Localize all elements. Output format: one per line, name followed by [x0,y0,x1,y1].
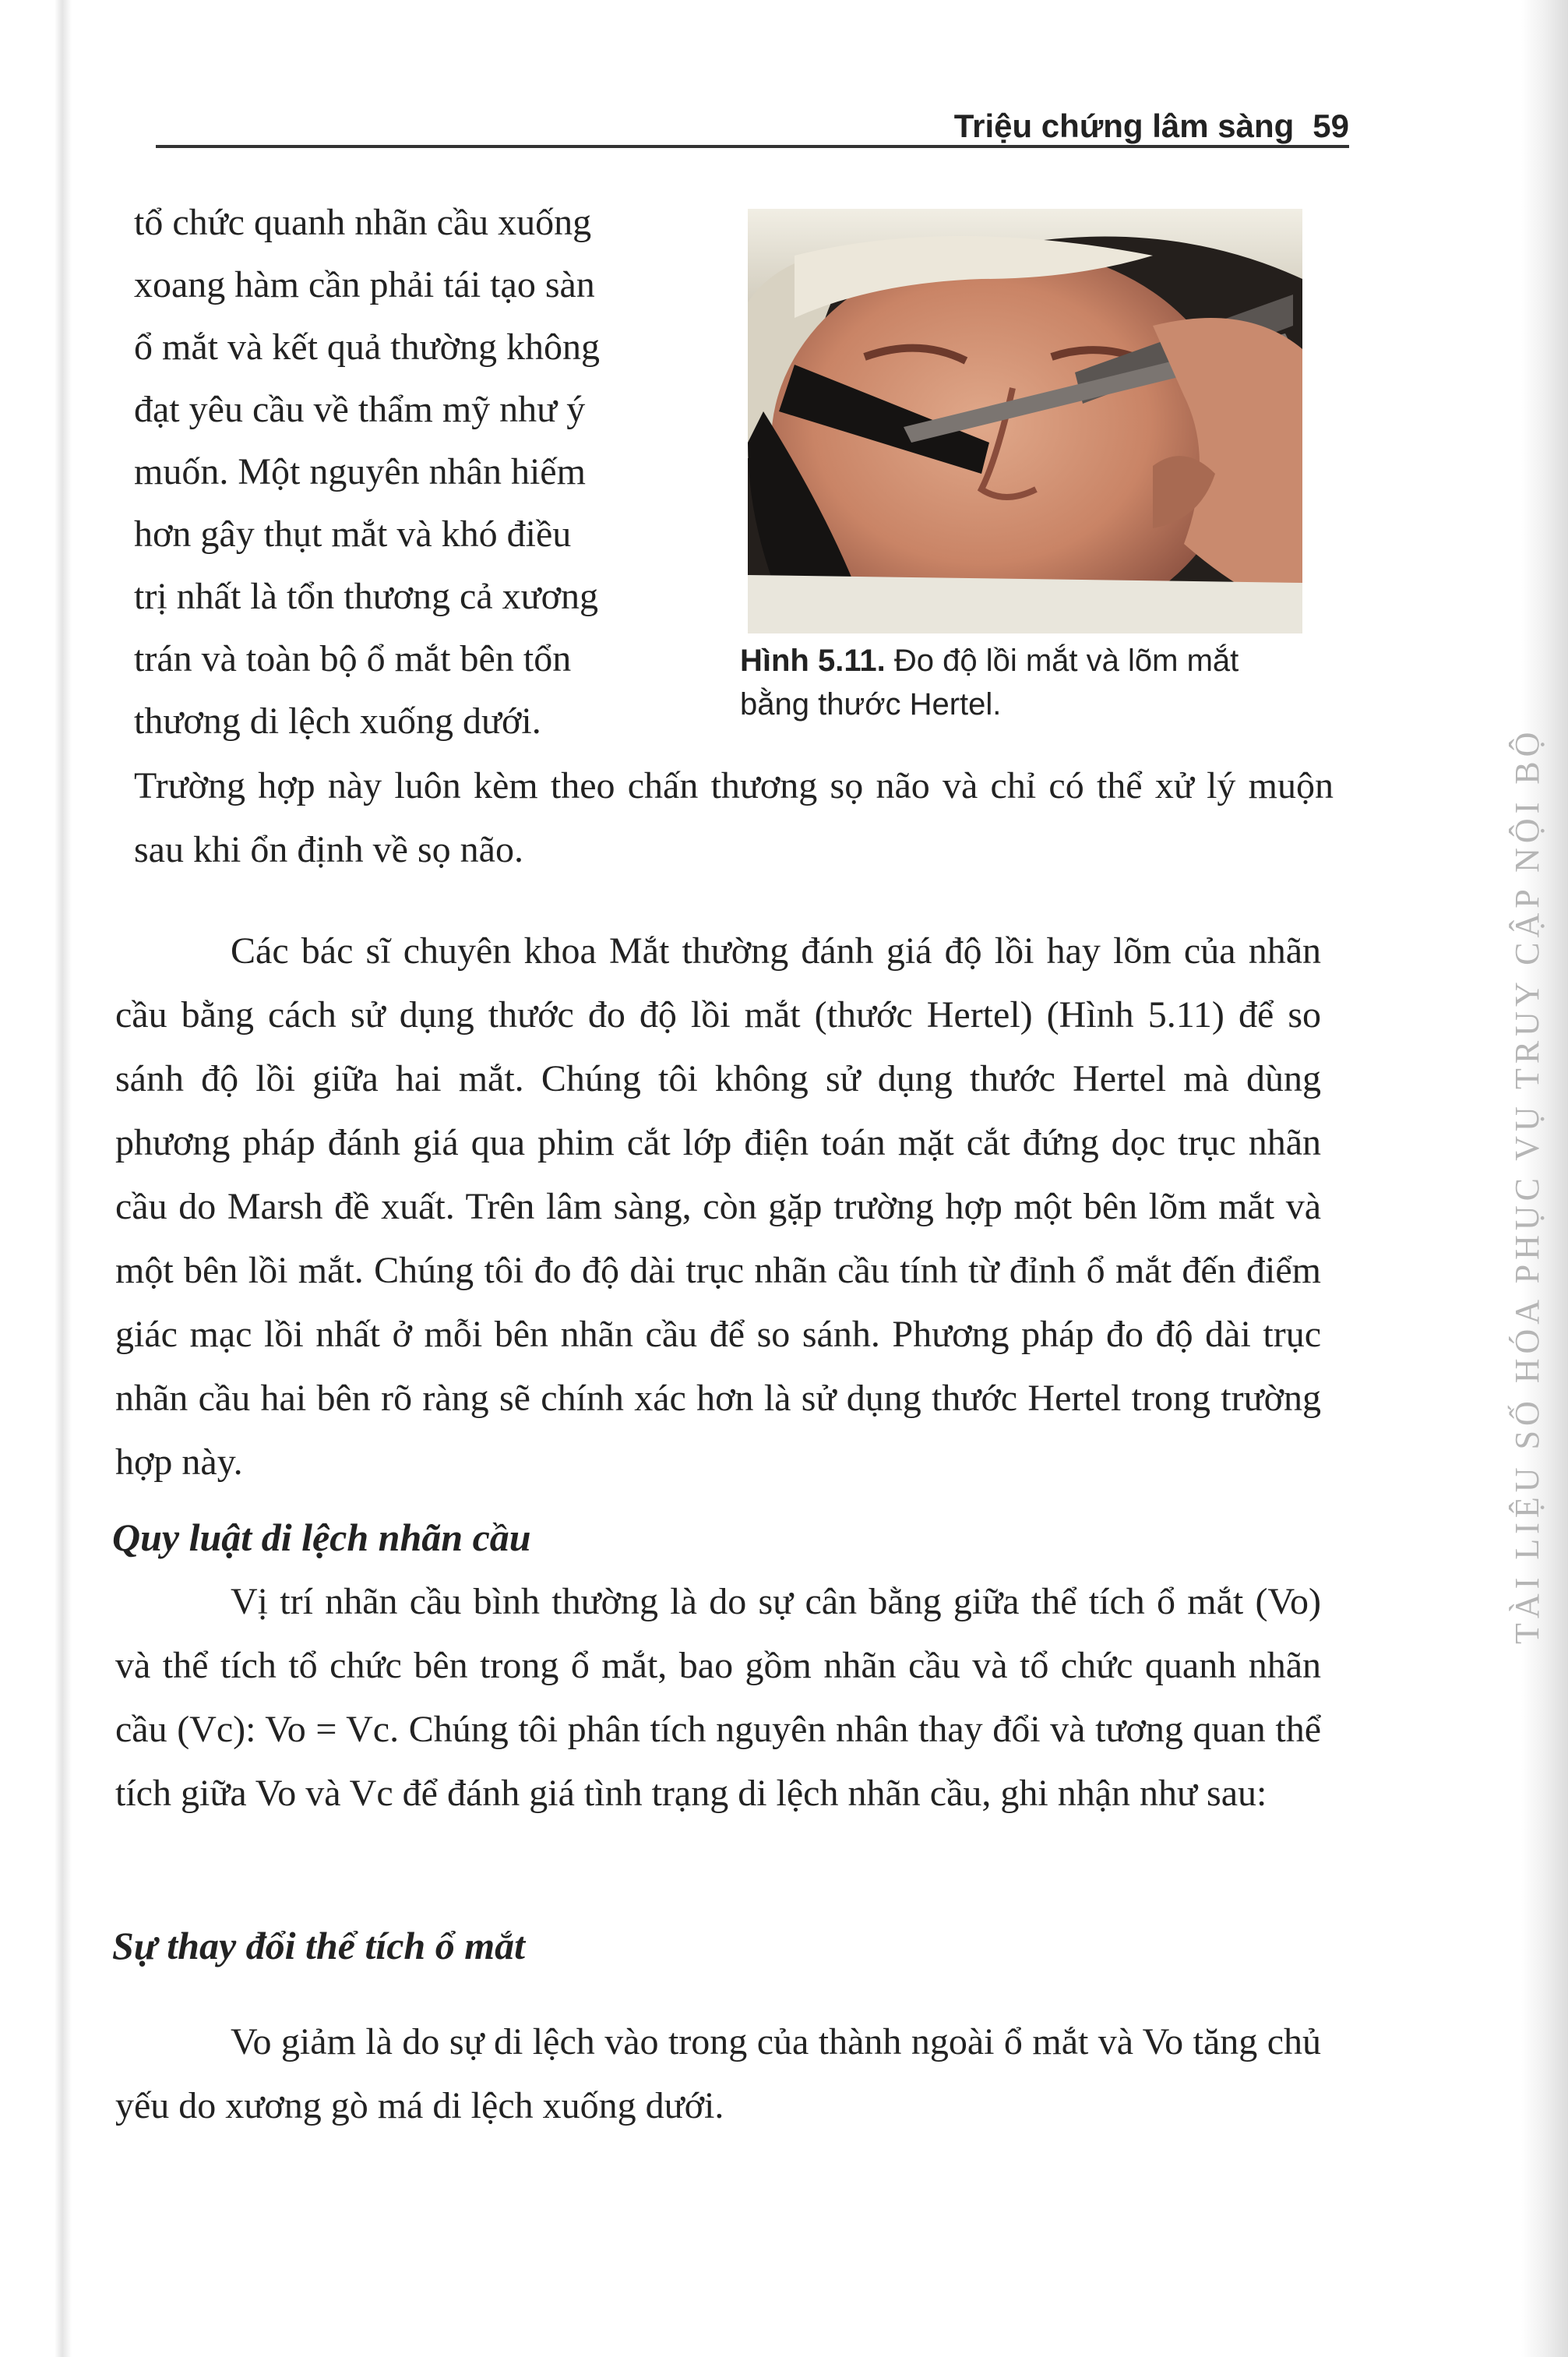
figure-caption-text: Đo độ lồi mắt và lõm mắt bằng thước Hertel. [740,644,1239,722]
text-line: xoang hàm cần phải tái tạo sàn [134,264,595,305]
running-header [913,108,1349,145]
section-heading-1: Quy luật di lệch nhãn cầu [112,1515,531,1559]
page-number: 59 [1313,108,1349,144]
body-paragraph-1: Các bác sĩ chuyên khoa Mắt thường đánh giá độ lồi hay lõm của nhãn cầu bằng cách sử dụng thước đo độ lồi mắt (thước Hertel) (Hình 5.11) để so sánh độ lồi giữa hai mắt. Chúng tôi không sử dụng thước Hertel mà dùng phương pháp đánh giá qua phim cắt lớp điện toán mặt cắt đứng dọc trục nhãn cầu do Marsh đề xuất. Trên lâm sàng, còn gặp trường hợp một bên lõm mắt và một bên lồi mắt. Chúng tôi đo độ dài trục nhãn cầu tính từ đỉnh ổ mắt đến điểm giác mạc lồi nhất ở mỗi bên nhãn cầu để so sánh. Phương pháp đo độ dài trục nhãn cầu hai bên rõ ràng sẽ chính xác hơn là sử dụng thước Hertel trong trường hợp này. [115,930,1321,1483]
body-paragraph-3: Vo giảm là do sự di lệch vào trong của thành ngoài ổ mắt và Vo tăng chủ yếu do xương gò má di lệch xuống dưới. [115,2021,1321,2126]
header-rule [156,145,1349,148]
section-heading-2: Sự thay đổi thể tích ổ mắt [112,1924,526,1967]
text-line: ổ mắt và kết quả thường không [134,326,600,368]
text-line: trị nhất là tổn thương cả xương [134,576,599,617]
continuation-paragraph: Trường hợp này luôn kèm theo chấn thương sọ não và chỉ có thể xử lý muộn sau khi ổn định về sọ não. [134,765,1334,870]
text-line: trán và toàn bộ ổ mắt bên tổn [134,638,572,679]
text-line: tổ chức quanh nhãn cầu xuống [134,202,592,243]
body-paragraph-2: Vị trí nhãn cầu bình thường là do sự cân bằng giữa thể tích ổ mắt (Vo) và thể tích tổ chức bên trong ổ mắt, bao gồm nhãn cầu và tổ chức quanh nhãn cầu (Vc): Vo = Vc. Chúng tôi phân tích nguyên nhân thay đổi và tương quan thể tích giữa Vo và Vc để đánh giá tình trạng di lệch nhãn cầu, ghi nhận như sau: [115,1581,1321,1814]
figure-photo-hertel-measurement [748,209,1302,633]
figure-caption [740,639,1316,726]
text-line: thương di lệch xuống dưới. [134,700,541,742]
text-line: đạt yêu cầu về thẩm mỹ như ý [134,389,586,430]
chapter-title: Triệu chứng lâm sàng [953,108,1295,144]
intro-column [134,192,695,753]
text-line: hơn gây thụt mắt và khó điều [134,513,572,555]
library-watermark: TÀI LIỆU SỐ HÓA PHỤC VỤ TRUY CẬP NỘI BỘ [1508,727,1546,1644]
scan-left-margin-shadow [0,0,72,2357]
text-line: muốn. Một nguyên nhân hiếm [134,451,586,492]
figure-label: Hình 5.11. [740,644,886,678]
